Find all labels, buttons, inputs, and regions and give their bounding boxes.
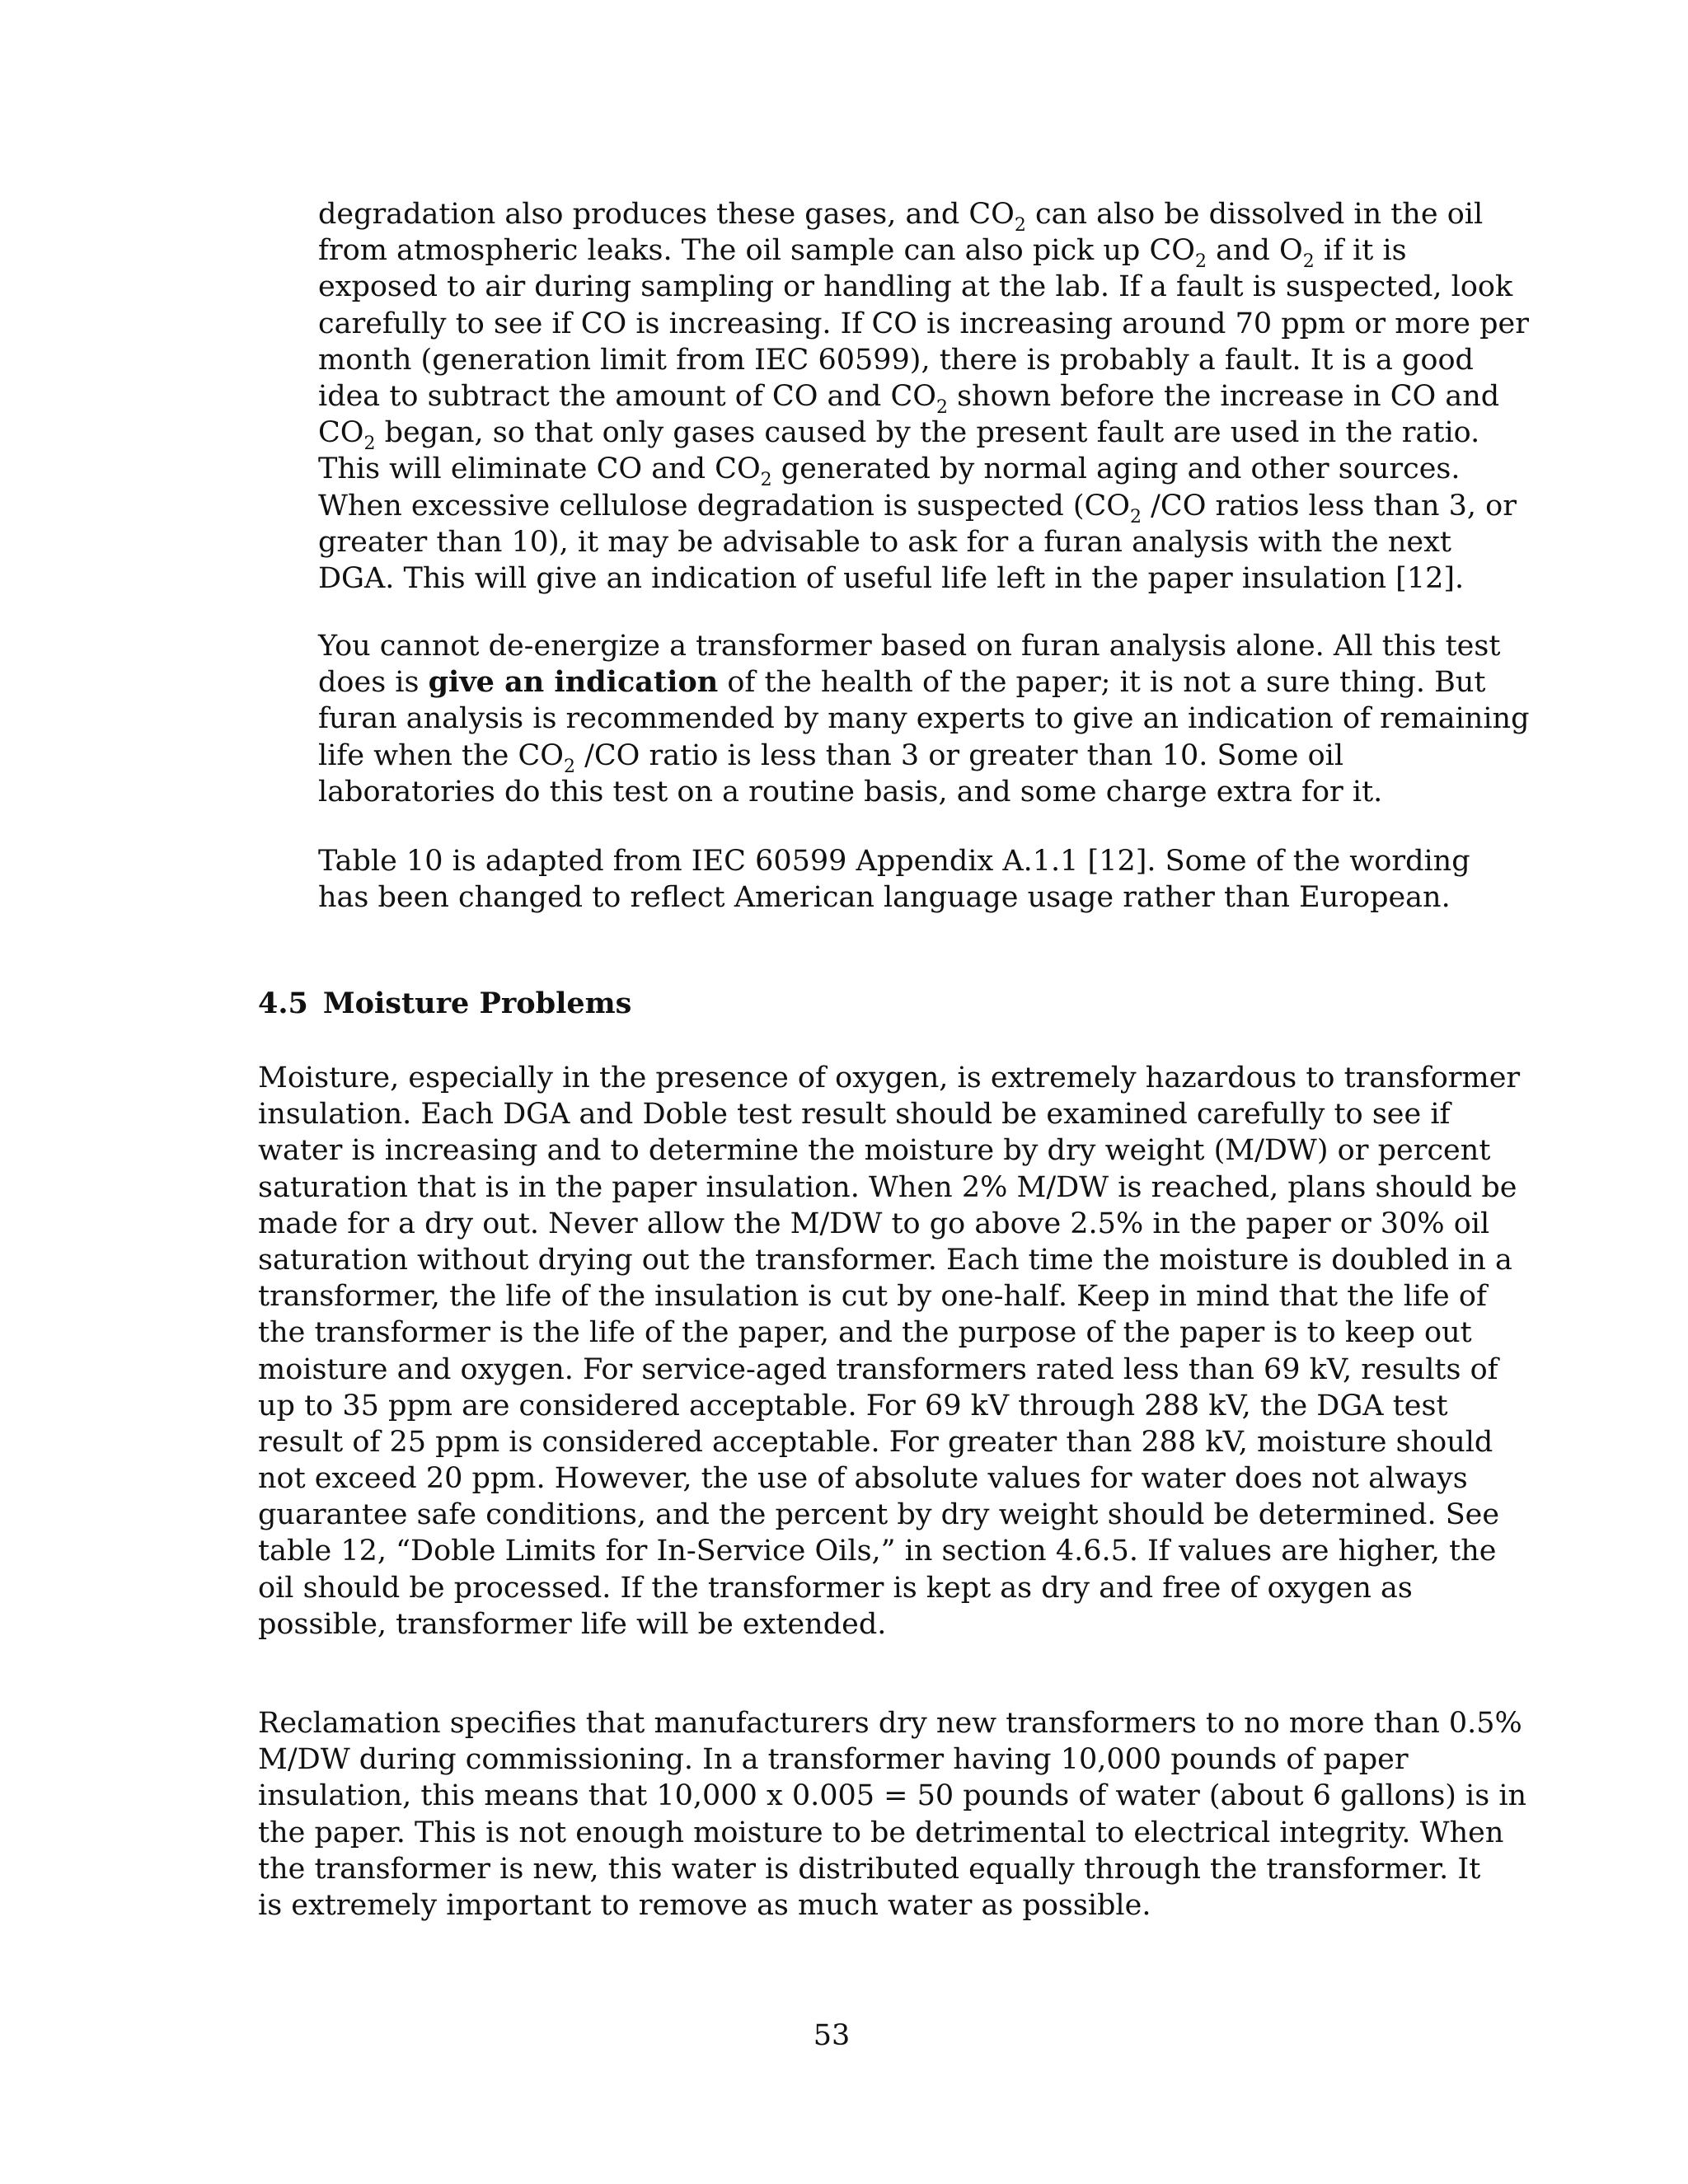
section-title: Moisture Problems: [322, 987, 632, 1020]
text-line: transformer, the life of the insulation is cut by one-half. Keep in mind that the life of: [258, 1280, 1487, 1314]
text-line: greater than 10), it may be advisable to ask for a furan analysis with the next: [318, 525, 1451, 559]
text-line: does is give an indication of the health of the paper; it is not a sure thing. But: [318, 665, 1486, 700]
text-line: M/DW during commissioning. In a transformer having 10,000 pounds of paper: [258, 1743, 1409, 1777]
text-line: idea to subtract the amount of CO and $CO_2$ shown before the increase in CO and: [318, 379, 1500, 418]
text-line: month (generation limit from IEC 60599), there is probably a fault. It is a good: [318, 343, 1474, 377]
text-line: Table 10 is adapted from IEC 60599 Appendix A.1.1 [12]. Some of the wording: [318, 845, 1470, 878]
text-line: oil should be processed. If the transformer is kept as dry and free of oxygen as: [258, 1571, 1413, 1605]
text-line: This will eliminate CO and $CO_2$ generated by normal aging and other sources.: [318, 452, 1461, 491]
text-line: carefully to see if CO is increasing. If CO is increasing around 70 ppm or more per: [318, 307, 1529, 340]
text-line: guarantee safe conditions, and the percent by dry weight should be determined. See: [258, 1498, 1500, 1532]
text-line: the transformer is new, this water is distributed equally through the transformer. It: [258, 1852, 1481, 1886]
paragraph-reclamation: [258, 1705, 1526, 1924]
text-line: saturation that is in the paper insulation. When 2% M/DW is reached, plans should be: [258, 1170, 1517, 1204]
text-line: degradation also produces these gases, and $CO_2$ can also be dissolved in the oil: [318, 198, 1484, 236]
emphasis-text: give an indication: [428, 665, 719, 700]
text-line: up to 35 ppm are considered acceptable. For 69 kV through 288 kV, the DGA test: [258, 1389, 1448, 1422]
paragraph-table-10-note: [318, 843, 1470, 916]
section-number: 4.5: [258, 987, 308, 1020]
text-line: the paper. This is not enough moisture to be detrimental to electrical integrity. When: [258, 1816, 1504, 1849]
text-line: DGA. This will give an indication of useful life left in the paper insulation [12].: [318, 561, 1465, 595]
text-line: insulation, this means that 10,000 x 0.005 = 50 pounds of water (about 6 gallons) is in: [258, 1779, 1527, 1813]
text-line: You cannot de-energize a transformer based on furan analysis alone. All this test: [318, 630, 1501, 663]
text-line: Reclamation specifies that manufacturers dry new transformers to no more than 0.5%: [258, 1707, 1522, 1740]
text-line: not exceed 20 ppm. However, the use of absolute values for water does not always: [258, 1462, 1468, 1496]
page-number: 53: [813, 2019, 851, 2052]
text-line: life when the $CO_2$ /CO ratio is less than 3 or greater than 10. Some oil: [318, 738, 1344, 777]
paragraph-moisture: [258, 1060, 1520, 1643]
text-line: Moisture, especially in the presence of oxygen, is extremely hazardous to transformer: [258, 1062, 1521, 1094]
text-line: the transformer is the life of the paper, and the purpose of the paper is to keep out: [258, 1316, 1472, 1350]
text-line: is extremely important to remove as much water as possible.: [258, 1888, 1151, 1922]
text-line: laboratories do this test on a routine basis, and some charge extra for it.: [318, 775, 1383, 808]
paragraph-furan-analysis: [318, 628, 1530, 810]
text-line: saturation without drying out the transformer. Each time the moisture is doubled in a: [258, 1243, 1512, 1277]
text-line: has been changed to reflect American language usage rather than European.: [318, 881, 1451, 915]
text-line: $CO_2$ began, so that only gases caused by the present fault are used in the ratio.: [318, 416, 1480, 455]
text-line: table 12, “Doble Limits for In-Service Oils,” in section 4.6.5. If values are higher, the: [258, 1535, 1497, 1568]
text-line: When excessive cellulose degradation is suspected ($CO_2$ /CO ratios less than 3, or: [318, 489, 1517, 527]
text-line: exposed to air during sampling or handling at the lab. If a fault is suspected, look: [318, 270, 1513, 304]
paragraph-cellulose-degradation: [318, 196, 1529, 597]
text-line: moisture and oxygen. For service-aged transformers rated less than 69 kV, results of: [258, 1352, 1498, 1386]
text-line: possible, transformer life will be extended.: [258, 1607, 887, 1641]
text-line: result of 25 ppm is considered acceptable. For greater than 288 kV, moisture should: [258, 1425, 1493, 1459]
text-line: water is increasing and to determine the moisture by dry weight (M/DW) or percent: [258, 1134, 1491, 1168]
text-line: from atmospheric leaks. The oil sample can also pick up $CO_2$ and $O_2$ if it is: [318, 234, 1407, 273]
section-heading: [258, 986, 631, 1022]
text-line: insulation. Each DGA and Doble test result should be examined carefully to see if: [258, 1098, 1451, 1132]
text-line: furan analysis is recommended by many experts to give an indication of remaining: [318, 702, 1530, 736]
text-line: made for a dry out. Never allow the M/DW to go above 2.5% in the paper or 30% oil: [258, 1207, 1490, 1240]
